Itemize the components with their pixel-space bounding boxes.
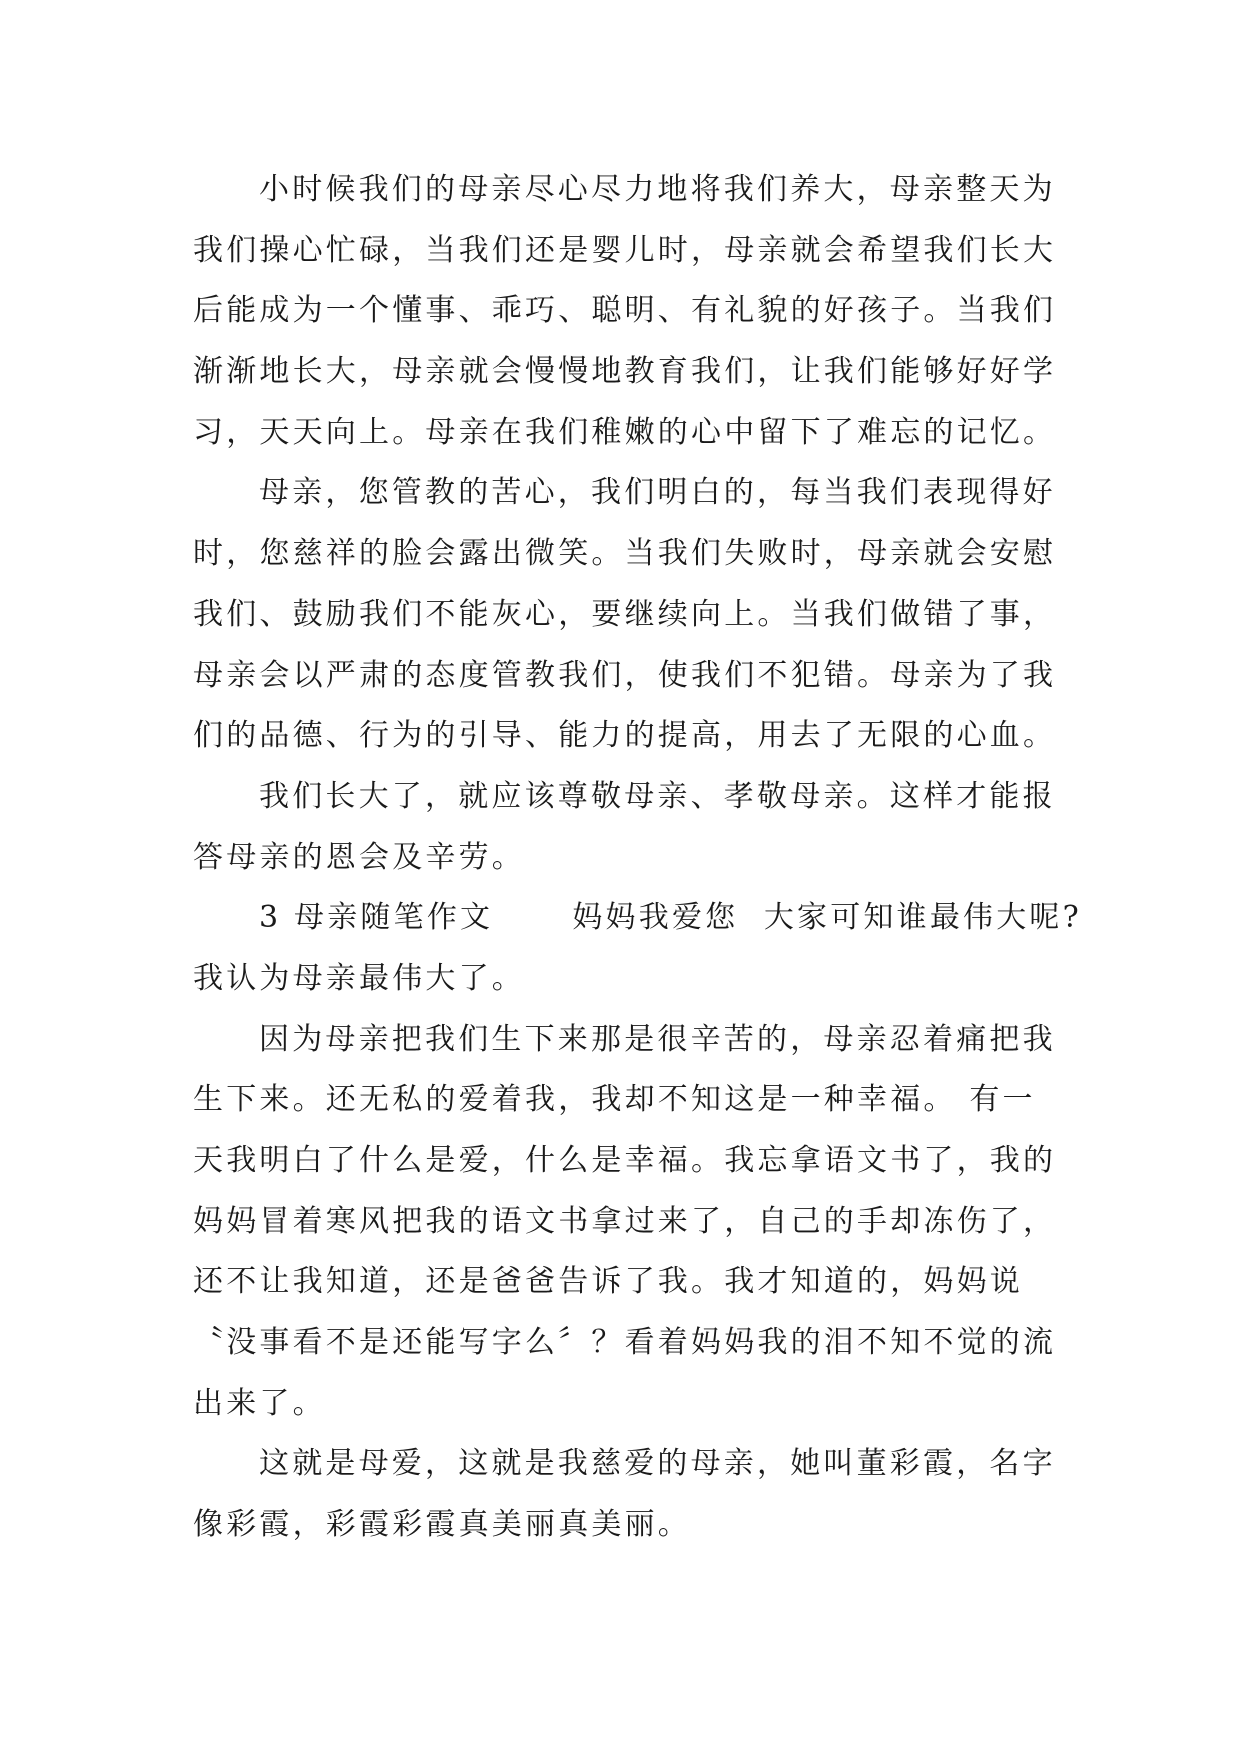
text-line: 时，您慈祥的脸会露出微笑。当我们失败时，母亲就会安慰 [193,536,1057,572]
paragraph-5 [193,1010,1057,1435]
document-body [193,160,1082,1556]
paragraph-4-heading [193,888,1082,1009]
text-line: 3 母亲随笔作文 妈妈我爱您 大家可知谁最伟大呢? [259,900,1082,936]
text-line: 答母亲的恩会及辛劳。 [193,839,525,875]
text-line: 们的品德、行为的引导、能力的提高，用去了无限的心血。 [193,718,1057,754]
text-line: 母亲会以严肃的态度管教我们，使我们不犯错。母亲为了我 [193,657,1057,693]
text-line: 生下来。还无私的爱着我，我却不知这是一种幸福。 有一 [193,1082,1036,1118]
paragraph-2 [193,463,1057,766]
text-line: 天我明白了什么是爱，什么是幸福。我忘拿语文书了，我的 [193,1143,1057,1178]
paragraph-1 [193,160,1057,463]
text-line: 后能成为一个懂事、乖巧、聪明、有礼貌的好孩子。当我们 [193,293,1057,329]
paragraph-6 [193,1434,1056,1555]
text-line: 因为母亲把我们生下来那是很辛苦的，母亲忍着痛把我 [259,1021,1056,1057]
text-line: 还不让我知道，还是爸爸告诉了我。我才知道的，妈妈说 [193,1264,1023,1300]
paragraph-3 [193,767,1056,888]
text-line: 习，天天向上。母亲在我们稚嫩的心中留下了难忘的记忆。 [193,414,1057,450]
text-line: 我们长大了，就应该尊敬母亲、孝敬母亲。这样才能报 [259,778,1056,814]
text-line: 渐渐地长大，母亲就会慢慢地教育我们，让我们能够好好学 [193,354,1057,390]
text-line: 这就是母爱，这就是我慈爱的母亲，她叫董彩霞，名字 [259,1446,1056,1482]
text-line: 母亲，您管教的苦心，我们明白的，每当我们表现得好 [259,475,1056,511]
text-line: 我认为母亲最伟大了。 [193,960,525,996]
text-line: 像彩霞，彩霞彩霞真美丽真美丽。 [193,1507,691,1543]
text-line: 小时候我们的母亲尽心尽力地将我们养大，母亲整天为 [259,172,1056,207]
text-line: 〝没事看不是还能写字么〞？看着妈妈我的泪不知不觉的流 [193,1325,1057,1361]
text-line: 我们、鼓励我们不能灰心，要继续向上。当我们做错了事， [193,596,1057,632]
text-line: 我们操心忙碌，当我们还是婴儿时，母亲就会希望我们长大 [193,232,1057,268]
text-line: 出来了。 [193,1385,326,1421]
text-line: 妈妈冒着寒风把我的语文书拿过来了，自己的手却冻伤了， [193,1203,1057,1239]
